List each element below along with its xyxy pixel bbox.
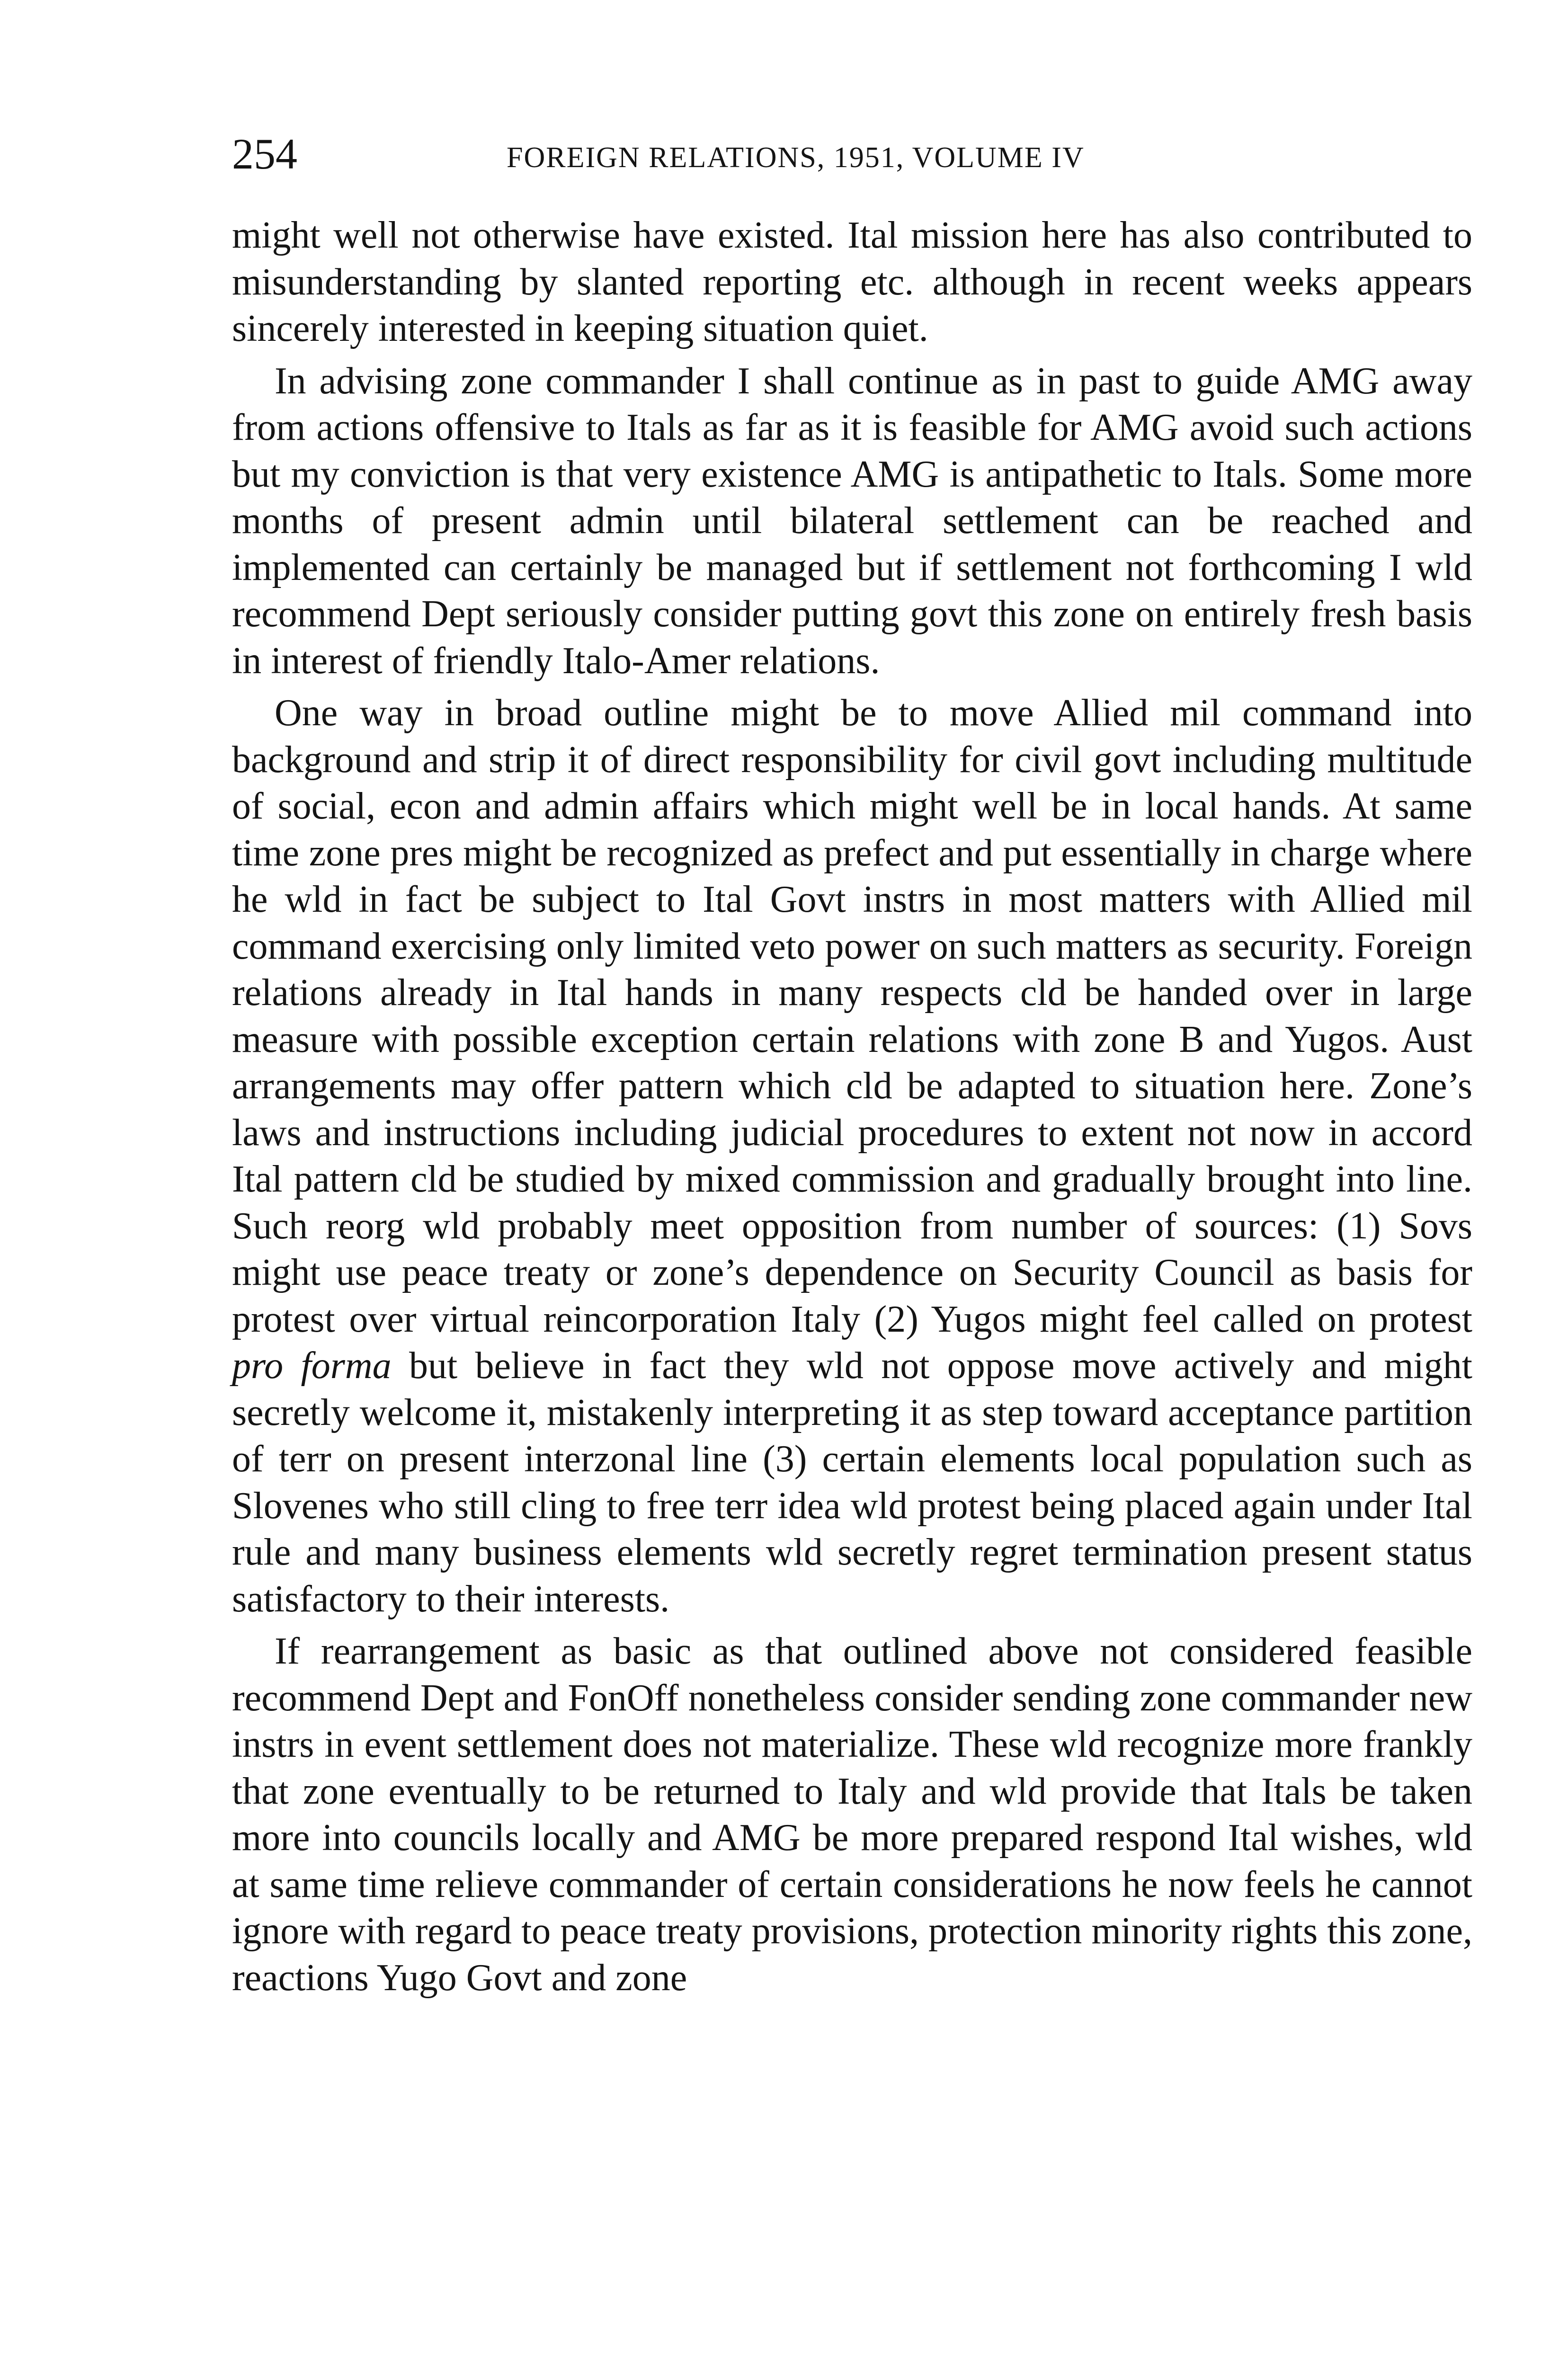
paragraph-4: If rearrangement as basic as that outlined above not considered feasible recommend Dept and FonOff nonetheless consider sending zone commander new instrs in event settlement does not materialize. These wld recognize more frankly that zone eventually to be returned to Italy and wld provide that Itals be taken more into councils locally and AMG be more prepared respond Ital wishes, wld at same time relieve commander of certain considerations he now feels he cannot ignore with regard to peace treaty provisions, protection minority rights this zone, reactions Yugo Govt and zone	[232, 1630, 1472, 1999]
paragraph-3-part-1: One way in broad outline might be to move Allied mil command into background and strip it of direct responsibility for civil govt including multitude of social, econ and admin affairs which might well be in local hands. At same time zone pres might be recognized as prefect and put essentially in charge where he wld in fact be subject to Ital Govt instrs in most matters with Allied mil command exercising only limited veto power on such matters as security. Foreign relations already in Ital hands in many respects cld be handed over in large measure with possible exception certain relations with zone B and Yugos. Aust arrangements may offer pattern which cld be adapted to situation here. Zone’s laws and instructions including judicial procedures to extent not now in accord Ital pattern cld be studied by mixed commission and gradually brought into line. Such reorg wld probably meet opposition from number of sources: (1) Sovs might use peace treaty or zone’s dependence on Security Council as basis for protest over virtual reincorporation Italy (2) Yugos might feel called on protest	[232, 692, 1472, 1340]
paragraph-2: In advising zone commander I shall continue as in past to guide AMG away from actions offensive to Itals as far as it is feasible for AMG avoid such actions but my conviction is that very existence AMG is antipathetic to Itals. Some more months of present admin until bilateral settlement can be reached and implemented can certainly be managed but if settlement not forthcoming I wld recommend Dept seriously consider putting govt this zone on entirely fresh basis in interest of friendly Italo-Amer relations.	[232, 360, 1472, 682]
page-header	[232, 128, 1472, 185]
paragraph-1: might well not otherwise have existed. Ital mission here has also contributed to misunderstanding by slanted reporting etc. although in recent weeks appears sincerely interested in keeping situation quiet.	[232, 214, 1472, 349]
running-head: FOREIGN RELATIONS, 1951, VOLUME IV	[507, 142, 1085, 174]
italic-phrase: pro forma	[232, 1345, 392, 1387]
paragraph-3	[232, 690, 1472, 1622]
page-number: 254	[232, 130, 297, 178]
body-text	[232, 212, 1472, 2001]
paragraph-3-part-2: but believe in fact they wld not oppose move actively and might secretly welcome it, mistakenly interpreting it as step toward acceptance partition of terr on present interzonal line (3) certain elements local population such as Slovenes who still cling to free terr idea wld protest being placed again under Ital rule and many business elements wld secretly regret termination present status satisfactory to their interests.	[232, 1345, 1472, 1620]
